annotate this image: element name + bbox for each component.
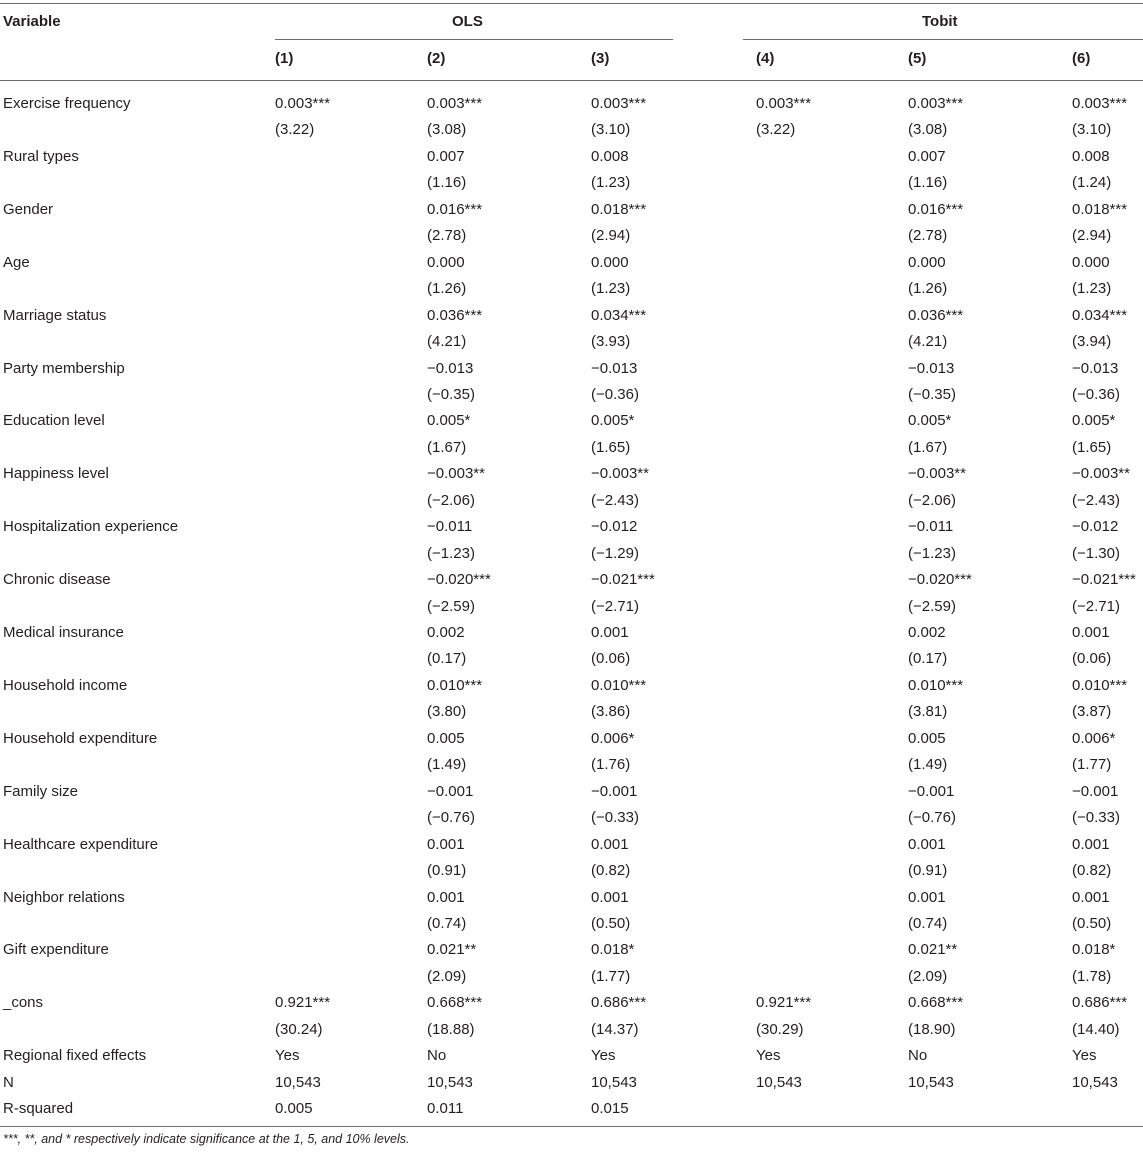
coefficient-cell: 0.010*** [591, 676, 647, 694]
summary-value: 10,543 [908, 1073, 954, 1091]
coefficient-cell: 0.005* [1072, 412, 1116, 430]
coefficient-cell: −0.001 [1072, 782, 1119, 800]
header-rule [0, 80, 1143, 81]
t-stat-cell: (0.74) [908, 914, 948, 932]
coefficient-cell: 0.021** [908, 941, 958, 959]
coefficient-cell: 0.001 [427, 835, 465, 853]
coefficient-cell: −0.013 [908, 359, 955, 377]
summary-value: 0.015 [591, 1100, 629, 1118]
coefficient-cell: 0.001 [1072, 624, 1110, 641]
t-stat-cell: (−0.35) [908, 385, 956, 403]
coefficient-cell: −0.021*** [591, 571, 655, 589]
coefficient-cell: 0.003*** [1072, 95, 1128, 112]
t-stat-cell: (0.06) [591, 650, 631, 668]
t-stat-cell: (3.94) [1072, 333, 1112, 351]
t-stat-cell: (−2.59) [908, 597, 956, 615]
row-label: Gift expenditure [3, 941, 109, 959]
t-stat-cell: (1.76) [591, 756, 631, 774]
row-label: Healthcare expenditure [3, 835, 159, 853]
t-stat-cell: (−2.43) [1072, 491, 1120, 509]
coefficient-cell: 0.016*** [427, 200, 483, 218]
coefficient-cell: 0.003*** [591, 95, 647, 112]
coefficient-cell: 0.008 [591, 147, 629, 165]
t-stat-cell: (0.06) [1072, 650, 1112, 668]
coefficient-cell: 0.001 [427, 888, 465, 906]
t-stat-cell: (4.21) [427, 333, 467, 351]
summary-value: 0.011 [427, 1100, 464, 1118]
coefficient-cell: 0.001 [1072, 835, 1110, 853]
coefficient-cell: 0.007 [908, 147, 946, 165]
column-header-5: (5) [908, 50, 927, 67]
t-stat-cell: (0.91) [427, 862, 467, 880]
row-label: Exercise frequency [3, 95, 131, 112]
coefficient-cell: 0.018* [591, 941, 635, 959]
coefficient-cell: −0.020*** [908, 571, 972, 589]
t-stat-cell: (−2.71) [591, 597, 639, 615]
coefficient-cell: 0.036*** [908, 306, 964, 324]
row-label: Medical insurance [3, 624, 124, 641]
summary-value: Yes [275, 1047, 300, 1065]
t-stat-cell: (1.65) [591, 438, 631, 456]
t-stat-cell: (1.49) [908, 756, 948, 774]
summary-value: 10,543 [756, 1073, 802, 1091]
coefficient-cell: 0.005* [591, 412, 635, 430]
coefficient-cell: 0.016*** [908, 200, 964, 218]
coefficient-cell: −0.013 [1072, 359, 1119, 377]
coefficient-cell: 0.001 [908, 888, 946, 906]
coefficient-cell: 0.000 [427, 253, 465, 271]
t-stat-cell: (2.09) [427, 967, 467, 985]
column-header-1: (1) [275, 50, 294, 67]
summary-label: Regional fixed effects [3, 1047, 147, 1065]
summary-value: 10,543 [591, 1073, 637, 1091]
t-stat-cell: (3.86) [591, 703, 631, 721]
summary-value: Yes [1072, 1047, 1097, 1065]
coefficient-cell: 0.034*** [1072, 306, 1128, 324]
summary-value: Yes [756, 1047, 781, 1065]
summary-value: 0.005 [275, 1100, 313, 1118]
t-stat-cell: (−2.43) [591, 491, 639, 509]
t-stat-cell: (1.24) [1072, 174, 1112, 192]
t-stat-cell: (14.40) [1072, 1020, 1120, 1038]
column-header-6: (6) [1072, 50, 1091, 67]
summary-value: 10,543 [427, 1073, 473, 1091]
coefficient-cell: 0.001 [591, 888, 629, 906]
row-label: Household expenditure [3, 729, 158, 747]
coefficient-cell: 0.003*** [908, 95, 964, 112]
t-stat-cell: (1.49) [427, 756, 467, 774]
t-stat-cell: (1.26) [427, 280, 467, 298]
t-stat-cell: (2.78) [908, 227, 948, 245]
t-stat-cell: (−2.06) [908, 491, 956, 509]
coefficient-cell: −0.003** [591, 465, 649, 483]
coefficient-cell: −0.011 [908, 518, 954, 536]
t-stat-cell: (3.93) [591, 333, 631, 351]
t-stat-cell: (0.50) [1072, 914, 1112, 932]
t-stat-cell: (2.09) [908, 967, 948, 985]
row-label: Hospitalization experience [3, 518, 179, 536]
t-stat-cell: (0.74) [427, 914, 467, 932]
coefficient-cell: 0.036*** [427, 306, 483, 324]
column-header-4: (4) [756, 50, 775, 67]
row-label: Chronic disease [3, 571, 111, 589]
coefficient-cell: −0.012 [1072, 518, 1119, 536]
t-stat-cell: (−0.35) [427, 385, 475, 403]
t-stat-cell: (1.77) [1072, 756, 1112, 774]
coefficient-cell: 0.003*** [756, 95, 812, 112]
coefficient-cell: 0.018*** [591, 200, 647, 218]
coefficient-cell: 0.018*** [1072, 200, 1128, 218]
t-stat-cell: (1.26) [908, 280, 948, 298]
coefficient-cell: 0.034*** [591, 306, 647, 324]
coefficient-cell: −0.013 [591, 359, 638, 377]
t-stat-cell: (2.78) [427, 227, 467, 245]
t-stat-cell: (30.24) [275, 1020, 323, 1038]
coefficient-cell: 0.005* [908, 412, 952, 430]
coefficient-cell: −0.013 [427, 359, 474, 377]
coefficient-cell: 0.002 [908, 624, 946, 641]
t-stat-cell: (18.88) [427, 1020, 475, 1038]
coefficient-cell: 0.007 [427, 147, 465, 165]
row-label: _cons [3, 994, 44, 1012]
t-stat-cell: (3.08) [908, 121, 948, 139]
summary-value: 10,543 [275, 1073, 321, 1091]
coefficient-cell: −0.003** [1072, 465, 1130, 483]
t-stat-cell: (0.82) [1072, 862, 1112, 880]
coefficient-cell: 0.010*** [908, 676, 964, 694]
t-stat-cell: (−2.06) [427, 491, 475, 509]
t-stat-cell: (14.37) [591, 1020, 639, 1038]
t-stat-cell: (0.17) [908, 650, 948, 668]
row-label: Happiness level [3, 465, 109, 483]
t-stat-cell: (−0.76) [427, 809, 475, 827]
t-stat-cell: (1.67) [427, 438, 467, 456]
t-stat-cell: (3.80) [427, 703, 467, 721]
row-label: Family size [3, 782, 79, 800]
t-stat-cell: (1.78) [1072, 967, 1112, 985]
coefficient-cell: 0.001 [908, 835, 946, 853]
t-stat-cell: (−2.71) [1072, 597, 1120, 615]
coefficient-cell: 0.010*** [1072, 676, 1128, 694]
coefficient-cell: 0.000 [591, 253, 629, 271]
t-stat-cell: (1.23) [591, 174, 631, 192]
t-stat-cell: (3.10) [1072, 121, 1112, 139]
coefficient-cell: 0.668*** [908, 994, 964, 1012]
coefficient-cell: −0.012 [591, 518, 638, 536]
t-stat-cell: (3.22) [756, 121, 796, 139]
row-label: Neighbor relations [3, 888, 125, 906]
t-stat-cell: (2.94) [1072, 227, 1112, 245]
coefficient-cell: 0.003*** [427, 95, 483, 112]
t-stat-cell: (−0.33) [1072, 809, 1120, 827]
t-stat-cell: (−2.59) [427, 597, 475, 615]
coefficient-cell: 0.686*** [1072, 994, 1128, 1012]
column-header-3: (3) [591, 50, 610, 67]
coefficient-cell: 0.001 [591, 624, 629, 641]
t-stat-cell: (−1.29) [591, 544, 639, 562]
t-stat-cell: (0.82) [591, 862, 631, 880]
t-stat-cell: (−0.36) [591, 385, 639, 403]
t-stat-cell: (−1.30) [1072, 544, 1120, 562]
row-label: Gender [3, 200, 54, 218]
coefficient-cell: 0.686*** [591, 994, 647, 1012]
coefficient-cell: −0.003** [908, 465, 966, 483]
t-stat-cell: (3.10) [591, 121, 631, 139]
t-stat-cell: (30.29) [756, 1020, 804, 1038]
coefficient-cell: −0.001 [908, 782, 955, 800]
t-stat-cell: (−0.76) [908, 809, 956, 827]
coefficient-cell: 0.006* [1072, 729, 1116, 747]
top-rule [0, 3, 1143, 4]
coefficient-cell: 0.005* [427, 412, 471, 430]
t-stat-cell: (3.81) [908, 703, 948, 721]
t-stat-cell: (0.17) [427, 650, 467, 668]
coefficient-cell: 0.008 [1072, 147, 1110, 165]
coefficient-cell: 0.001 [591, 835, 629, 853]
t-stat-cell: (18.90) [908, 1020, 956, 1038]
t-stat-cell: (3.08) [427, 121, 467, 139]
t-stat-cell: (−0.33) [591, 809, 639, 827]
t-stat-cell: (0.50) [591, 914, 631, 932]
coefficient-cell: −0.001 [591, 782, 638, 800]
summary-value: No [908, 1047, 928, 1065]
coefficient-cell: −0.020*** [427, 571, 491, 589]
row-label: Party membership [3, 359, 125, 377]
coefficient-cell: 0.921*** [275, 994, 331, 1012]
coefficient-cell: 0.668*** [427, 994, 483, 1012]
t-stat-cell: (1.67) [908, 438, 948, 456]
t-stat-cell: (1.77) [591, 967, 631, 985]
footnote: ***, **, and * respectively indicate significance at the 1, 5, and 10% levels. [3, 1132, 410, 1146]
t-stat-cell: (−0.36) [1072, 385, 1120, 403]
t-stat-cell: (4.21) [908, 333, 948, 351]
tobit-group-rule [743, 39, 1143, 40]
t-stat-cell: (1.23) [591, 280, 631, 298]
t-stat-cell: (1.16) [427, 174, 467, 192]
coefficient-cell: 0.005 [908, 729, 946, 747]
coefficient-cell: −0.021*** [1072, 571, 1136, 589]
t-stat-cell: (1.16) [908, 174, 948, 192]
coefficient-cell: 0.000 [1072, 253, 1110, 271]
coefficient-cell: 0.001 [1072, 888, 1110, 906]
header-group-tobit: Tobit [922, 13, 958, 30]
bottom-rule [0, 1126, 1143, 1127]
coefficient-cell: 0.018* [1072, 941, 1116, 959]
coefficient-cell: 0.010*** [427, 676, 483, 694]
ols-group-rule [275, 39, 673, 40]
header-group-ols: OLS [452, 13, 483, 30]
summary-label: R-squared [3, 1100, 74, 1118]
row-label: Rural types [3, 147, 79, 165]
coefficient-cell: −0.011 [427, 518, 473, 536]
t-stat-cell: (1.23) [1072, 280, 1112, 298]
coefficient-cell: 0.006* [591, 729, 635, 747]
coefficient-cell: −0.003** [427, 465, 485, 483]
coefficient-cell: 0.005 [427, 729, 465, 747]
row-label: Education level [3, 412, 105, 430]
t-stat-cell: (3.22) [275, 121, 315, 139]
t-stat-cell: (−1.23) [908, 544, 956, 562]
summary-value: Yes [591, 1047, 616, 1065]
t-stat-cell: (2.94) [591, 227, 631, 245]
row-label: Marriage status [3, 306, 107, 324]
coefficient-cell: 0.003*** [275, 95, 331, 112]
t-stat-cell: (3.87) [1072, 703, 1112, 721]
column-header-2: (2) [427, 50, 446, 67]
summary-label: N [3, 1073, 14, 1091]
header-variable: Variable [3, 13, 61, 30]
row-label: Household income [3, 676, 128, 694]
t-stat-cell: (0.91) [908, 862, 948, 880]
t-stat-cell: (1.65) [1072, 438, 1112, 456]
coefficient-cell: 0.002 [427, 624, 465, 641]
t-stat-cell: (−1.23) [427, 544, 475, 562]
coefficient-cell: 0.921*** [756, 994, 812, 1012]
summary-value: 10,543 [1072, 1073, 1118, 1091]
summary-value: No [427, 1047, 447, 1065]
row-label: Age [3, 253, 30, 271]
coefficient-cell: 0.021** [427, 941, 477, 959]
coefficient-cell: −0.001 [427, 782, 474, 800]
coefficient-cell: 0.000 [908, 253, 946, 271]
